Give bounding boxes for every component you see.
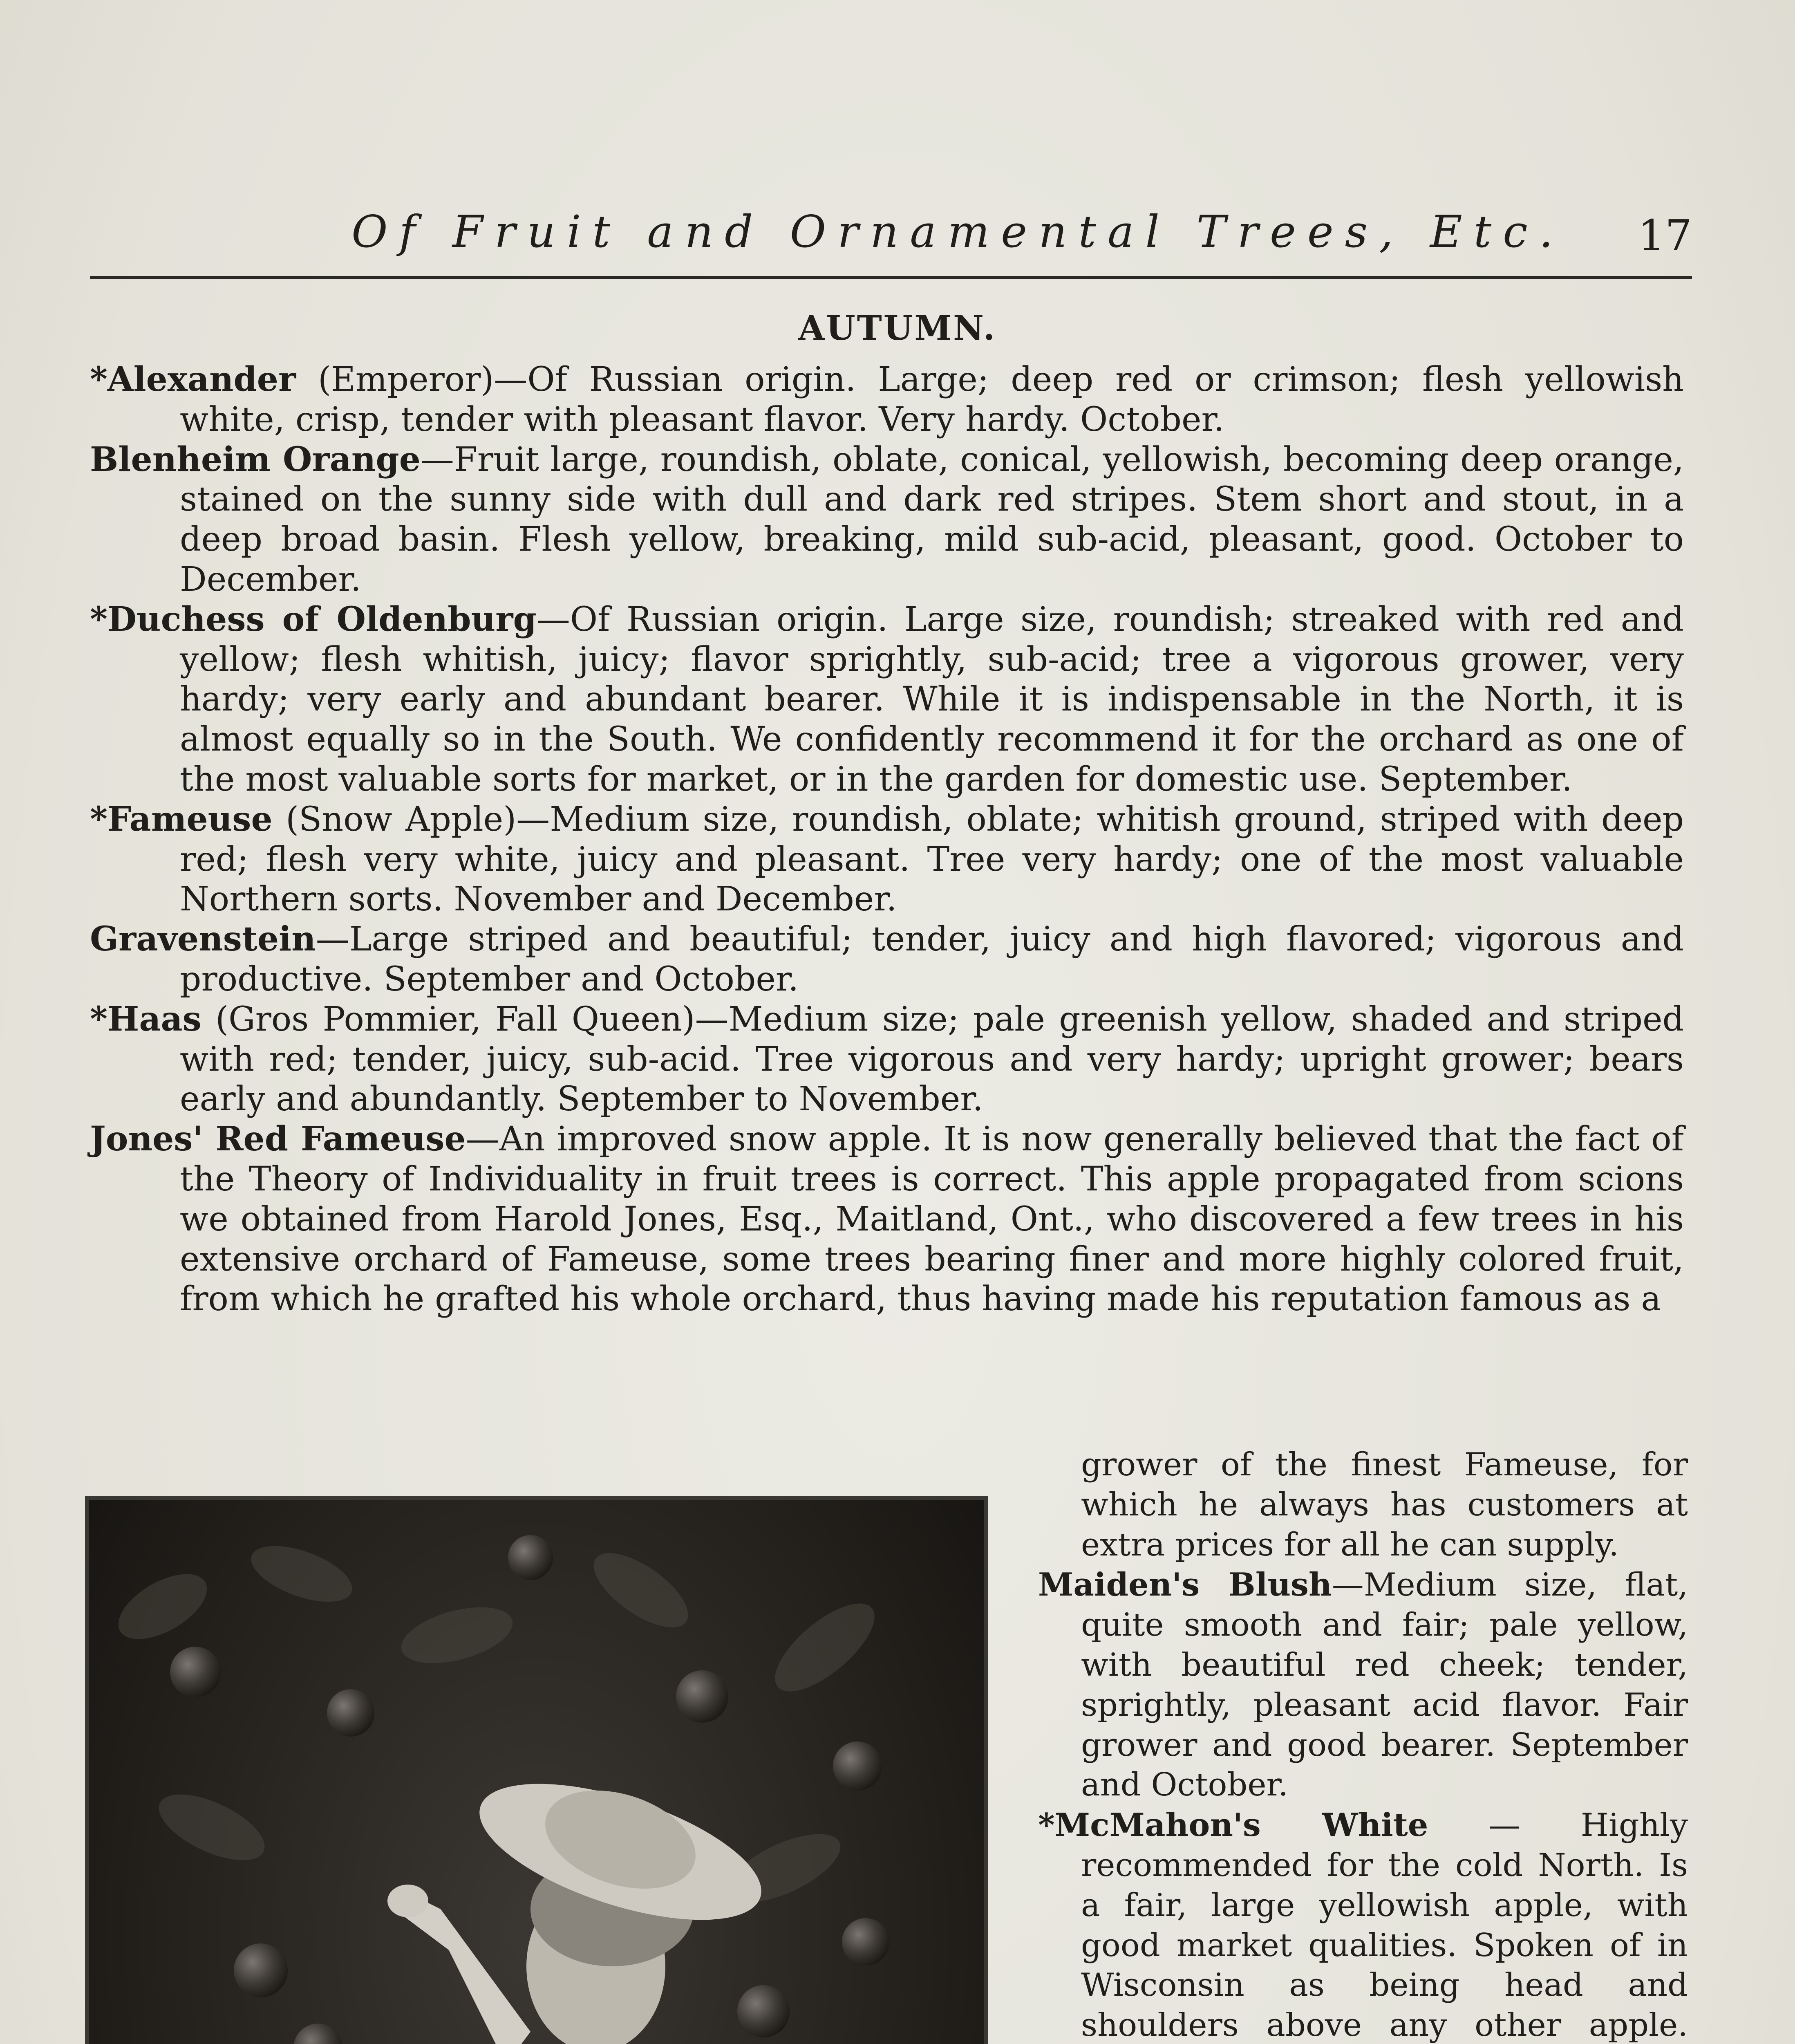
variety-name: Maiden's Blush bbox=[1038, 1566, 1332, 1604]
page-header bbox=[90, 206, 1692, 279]
variety-entry bbox=[90, 1119, 1684, 1319]
variety-description: (Gros Pommier, Fall Queen)—Medium size; pale greenish yellow, shaded and striped with red; tender, juicy, sub-acid. Tree vigorous and very hardy; upright grower; bears early and abundantly. September to November. bbox=[180, 1000, 1684, 1119]
variety-description: — Highly recommended for the cold North. Is a fair, large yellowish apple, with good market qualities. Spoken of in Wisconsin as being head and shoulders above any other apple. bbox=[1081, 1807, 1688, 2044]
page-number: 17 bbox=[1638, 211, 1692, 260]
variety-description: (Emperor)—Of Russian origin. Large; deep red or crimson; flesh yellowish white, crisp, tender with pleasant flavor. Very hardy. October. bbox=[180, 360, 1684, 439]
variety-entry bbox=[90, 600, 1684, 800]
variety-description: (Snow Apple)—Medium size, roundish, oblate; whitish ground, striped with deep red; flesh very white, juicy and pleasant. Tree very hardy; one of the most valuable Northern sorts. November and December. bbox=[180, 800, 1684, 919]
variety-entry bbox=[1038, 1565, 1688, 1805]
variety-name: *Duchess of Oldenburg bbox=[90, 599, 537, 639]
variety-description: —Medium size, flat, quite smooth and fair; pale yellow, with beautiful red cheek; tender, sprightly, pleasant acid flavor. Fair grower and good bearer. September and October. bbox=[1081, 1567, 1688, 1804]
variety-description: —Fruit large, roundish, oblate, conical, yellowish, becoming deep orange, stained on the sunny side with dull and dark red stripes. Stem short and stout, in a deep broad basin. Flesh yellow, breaking, mild sub-acid, pleasant, good. October to December. bbox=[180, 440, 1684, 599]
wrap-text-column bbox=[1038, 1445, 1688, 2044]
section-heading: AUTUMN. bbox=[798, 309, 997, 348]
main-text-column bbox=[90, 360, 1684, 1319]
variety-entry bbox=[90, 1000, 1684, 1119]
variety-entry bbox=[1038, 1805, 1688, 2044]
apple-photo-illustration bbox=[89, 1500, 984, 2044]
variety-entry bbox=[90, 440, 1684, 600]
variety-name: Blenheim Orange bbox=[90, 439, 421, 479]
apple-photo bbox=[85, 1496, 988, 2044]
variety-entry bbox=[90, 360, 1684, 440]
variety-name: Jones' Red Fameuse bbox=[90, 1119, 466, 1159]
running-title: Of Fruit and Ornamental Trees, Etc. bbox=[351, 206, 1564, 258]
variety-name: *Alexander bbox=[90, 360, 296, 399]
variety-name: Gravenstein bbox=[90, 919, 316, 959]
variety-entry bbox=[90, 800, 1684, 919]
variety-description: —Large striped and beautiful; tender, juicy and high flavored; vigorous and productive. September and October. bbox=[180, 920, 1684, 999]
variety-name: *Haas bbox=[90, 999, 201, 1039]
variety-entry bbox=[90, 919, 1684, 1000]
variety-description: —An improved snow apple. It is now generally believed that the fact of the Theory of Individuality in fruit trees is correct. This apple propagated from scions we obtained from Harold Jones, Esq., Maitland, Ont., who discovered a few trees in his extensive orchard of Fameuse, some trees bearing finer and more highly colored fruit, from which he grafted his whole orchard, thus having made his reputation famous as a bbox=[180, 1120, 1684, 1319]
variety-name: *McMahon's White bbox=[1038, 1806, 1428, 1844]
variety-name: *Fameuse bbox=[90, 799, 273, 839]
variety-continuation: grower of the finest Fameuse, for which he always has customers at extra prices for all he can supply. bbox=[1081, 1446, 1688, 1563]
variety-description: —Of Russian origin. Large size, roundish; streaked with red and yellow; flesh whitish, juicy; flavor sprightly, sub-acid; tree a vigorous grower, very hardy; very early and abundant bearer. While it is indispensable in the North, it is almost equally so in the South. We confidently recommend it for the orchard as one of the most valuable sorts for market, or in the garden for domestic use. September. bbox=[180, 600, 1684, 799]
